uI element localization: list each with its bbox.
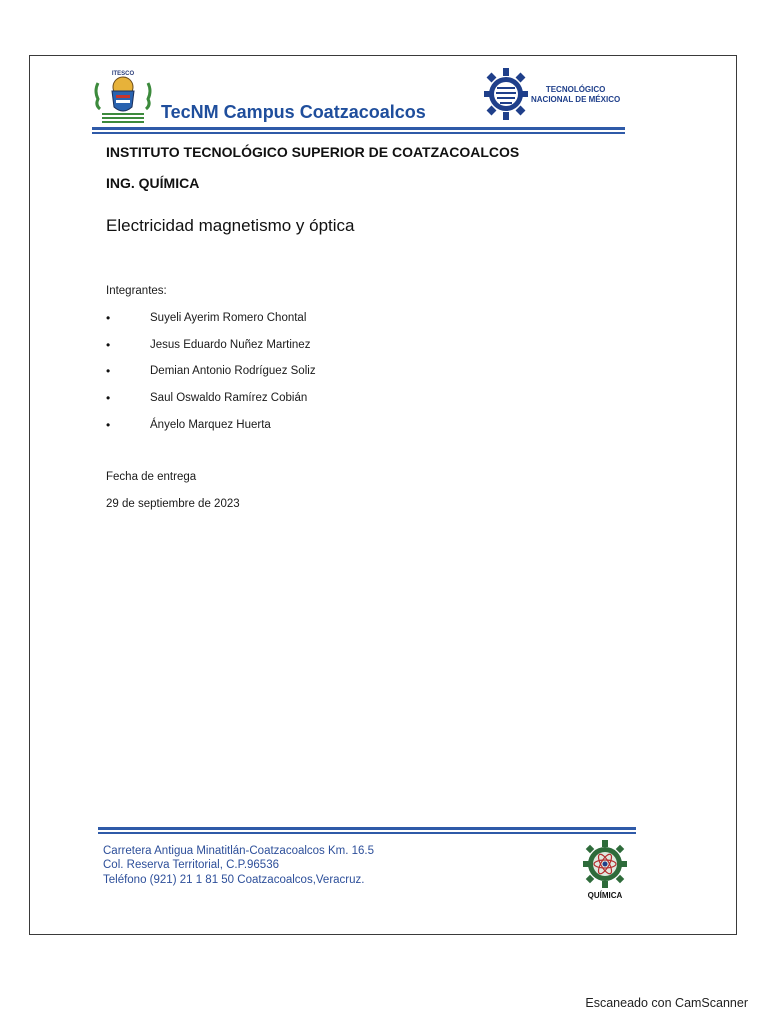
members-label: Integrantes: [106, 285, 167, 297]
bullet-icon: • [106, 391, 111, 405]
itesco-logo-text: ITESCO [111, 71, 135, 77]
itesco-shield-logo [92, 69, 154, 125]
quimica-label: QUÍMICA [587, 891, 623, 900]
tecnm-line-1: TECNOLÓGICO [545, 85, 606, 94]
member-name: Jesus Eduardo Nuñez Martinez [150, 339, 311, 351]
member-name: Demian Antonio Rodríguez Soliz [150, 365, 316, 377]
footer-rule-top [98, 827, 636, 830]
address-line-1: Carretera Antigua Minatitlán-Coatzacoalcos Km. 16.5 [103, 845, 375, 857]
quimica-gear-logo [578, 838, 632, 900]
tecnm-line-2: NACIONAL DE MÉXICO [531, 95, 621, 104]
date-label: Fecha de entrega [106, 471, 197, 483]
tecnm-gear-logo [484, 68, 528, 120]
campus-title: TecNM Campus Coatzacoalcos [161, 102, 426, 122]
bullet-icon: • [106, 338, 111, 352]
member-name: Ányelo Marquez Huerta [150, 419, 271, 431]
institute-name: INSTITUTO TECNOLÓGICO SUPERIOR DE COATZACOALCOS [106, 144, 520, 160]
career-name: ING. QUÍMICA [106, 175, 200, 191]
date-value: 29 de septiembre de 2023 [106, 498, 240, 510]
member-name: Saul Oswaldo Ramírez Cobián [150, 392, 308, 404]
header-rule-top [92, 127, 625, 130]
address-line-3: Teléfono (921) 21 1 81 50 Coatzacoalcos,Veracruz. [103, 874, 365, 886]
bullet-icon: • [106, 311, 111, 325]
bullet-icon: • [106, 364, 111, 378]
address-line-2: Col. Reserva Territorial, C.P.96536 [103, 859, 279, 871]
footer-rule-bottom [98, 832, 636, 834]
tecnm-wordmark [531, 85, 620, 105]
header-rule-bottom [92, 132, 625, 134]
member-name: Suyeli Ayerim Romero Chontal [150, 312, 307, 324]
subject-title: Electricidad magnetismo y óptica [106, 216, 355, 235]
bullet-icon: • [106, 418, 111, 432]
camscanner-watermark: Escaneado con CamScanner [585, 996, 748, 1010]
